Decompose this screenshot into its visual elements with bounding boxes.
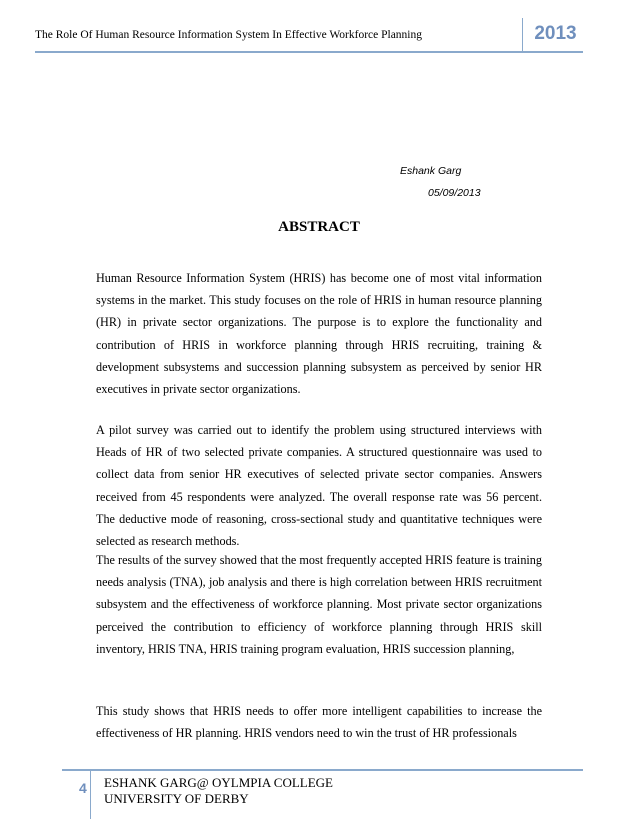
page-number: 4 (79, 780, 87, 796)
header-title: The Role Of Human Resource Information System In Effective Workforce Planning (35, 29, 422, 41)
page-header (35, 18, 583, 53)
footer-author-college: ESHANK GARG@ OYLMPIA COLLEGE (104, 775, 333, 790)
author-name: Eshank Garg (400, 165, 462, 177)
page-footer (62, 769, 583, 827)
abstract-paragraph-2: A pilot survey was carried out to identify the problem using structured interviews with Heads of HR of two selected private companies. A structured questionnaire was used to collect data from senior HR executives of selected private sector companies. Answers received from 45 respondents were analyzed. The overall response rate was 56 percent. The deductive mode of reasoning, cross-sectional study and quantitative techniques were selected as research methods. (96, 423, 542, 549)
footer-university: UNIVERSITY OF DERBY (104, 791, 249, 806)
document-date: 05/09/2013 (428, 187, 481, 199)
abstract-paragraph-3: The results of the survey showed that the most frequently accepted HRIS feature is training needs analysis (TNA), job analysis and there is high correlation between HRIS recruitment subsystem and the effectiveness of workforce planning. Most private sector organizations perceived the contribution to efficiency of workforce planning through HRIS skill inventory, HRIS TNA, HRIS training program evaluation, HRIS succession planning, (96, 553, 542, 656)
footer-divider (90, 771, 91, 819)
header-year: 2013 (534, 23, 577, 44)
abstract-heading: ABSTRACT (278, 219, 360, 235)
abstract-paragraph-4: This study shows that HRIS needs to offer more intelligent capabilities to increase the effectiveness of HR planning. HRIS vendors need to win the trust of HR professionals (96, 704, 542, 741)
abstract-paragraph-1: Human Resource Information System (HRIS) has become one of most vital information systems in the market. This study focuses on the role of HRIS in human resource planning (HR) in private sector organizations. The purpose is to explore the functionality and contribution of HRIS in workforce planning through HRIS recruiting, training & development subsystems and succession planning subsystem as perceived by senior HR executives in private sector organizations. (96, 271, 542, 397)
header-divider (522, 18, 523, 51)
